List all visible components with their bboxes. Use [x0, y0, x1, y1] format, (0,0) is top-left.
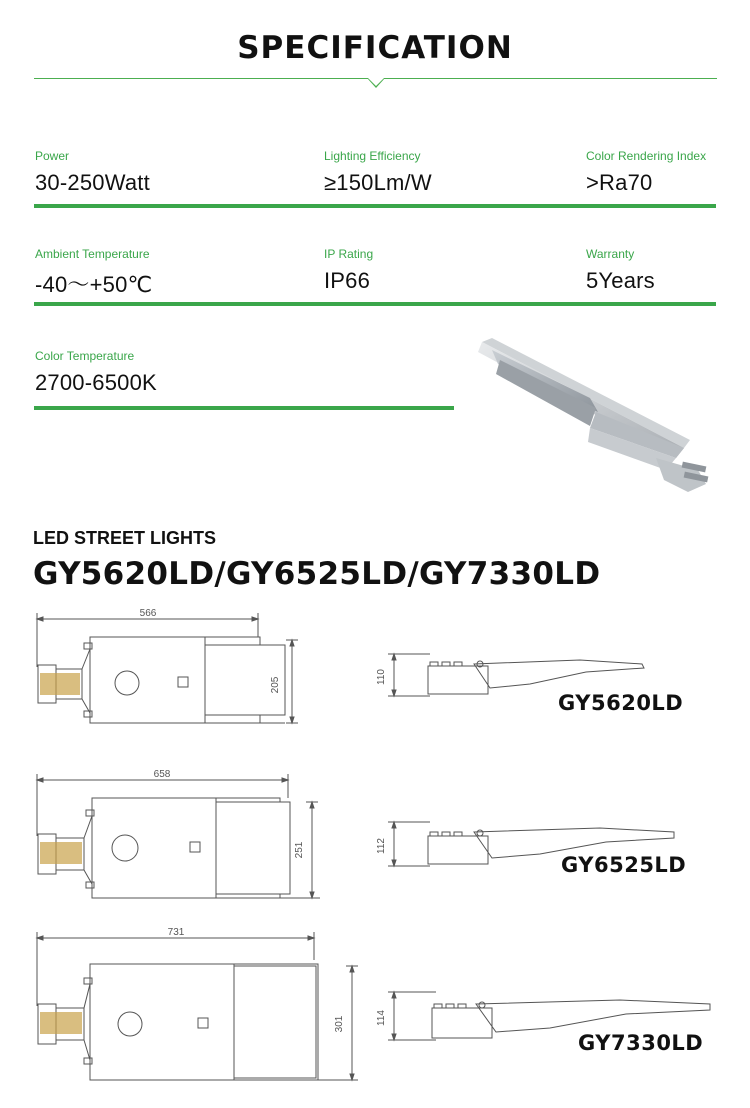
spec-value: >Ra70	[586, 170, 653, 195]
spec-value: 2700-6500K	[35, 370, 157, 395]
spec-value: 5Years	[586, 268, 655, 293]
spec-row-divider	[34, 406, 454, 410]
spec-cct	[35, 349, 157, 396]
spec-warranty	[586, 247, 655, 294]
spec-cri	[586, 149, 706, 196]
spec-value: IP66	[324, 268, 371, 293]
dim-length: 566	[139, 608, 157, 619]
drawing-top-view-gy6525ld	[30, 766, 330, 906]
spec-label: Color Rendering Index	[586, 149, 707, 163]
model-label: GY5620LD	[558, 691, 684, 715]
spec-row-divider	[34, 302, 716, 306]
street-light-product-image	[470, 330, 720, 495]
spec-power	[35, 149, 150, 196]
spec-label: Power	[35, 149, 70, 163]
model-label: GY7330LD	[578, 1031, 704, 1055]
page-title: SPECIFICATION	[237, 30, 513, 66]
spec-label: Lighting Efficiency	[324, 149, 421, 163]
drawing-top-view-gy7330ld	[30, 926, 360, 1086]
dim-width: 205	[270, 676, 281, 694]
spec-value: ≥150Lm/W	[324, 170, 432, 195]
spec-ambient	[35, 247, 152, 299]
dim-width: 251	[294, 841, 305, 859]
spec-label: IP Rating	[324, 247, 374, 261]
spec-row-divider	[34, 204, 716, 208]
spec-value: -40〜+50℃	[35, 272, 153, 297]
spec-label: Ambient Temperature	[35, 247, 150, 261]
dim-height: 110	[376, 669, 387, 685]
drawing-top-view-gy5620ld	[30, 605, 300, 730]
dim-width: 301	[334, 1015, 345, 1033]
title-divider-notch-inner	[368, 78, 384, 86]
product-category: LED STREET LIGHTS	[33, 528, 217, 548]
product-models-heading: GY5620LD/GY6525LD/GY7330LD	[33, 556, 601, 592]
dim-height: 112	[376, 838, 387, 854]
spec-label: Color Temperature	[35, 349, 135, 363]
spec-value: 30-250Watt	[35, 170, 150, 195]
spec-label: Warranty	[586, 247, 635, 261]
dim-length: 658	[153, 769, 171, 780]
model-label: GY6525LD	[561, 853, 687, 877]
dimension-length-label	[140, 608, 157, 619]
spec-ip	[324, 247, 373, 294]
dim-length: 731	[167, 927, 185, 938]
spec-efficiency	[324, 149, 432, 196]
dim-height: 114	[376, 1010, 387, 1026]
